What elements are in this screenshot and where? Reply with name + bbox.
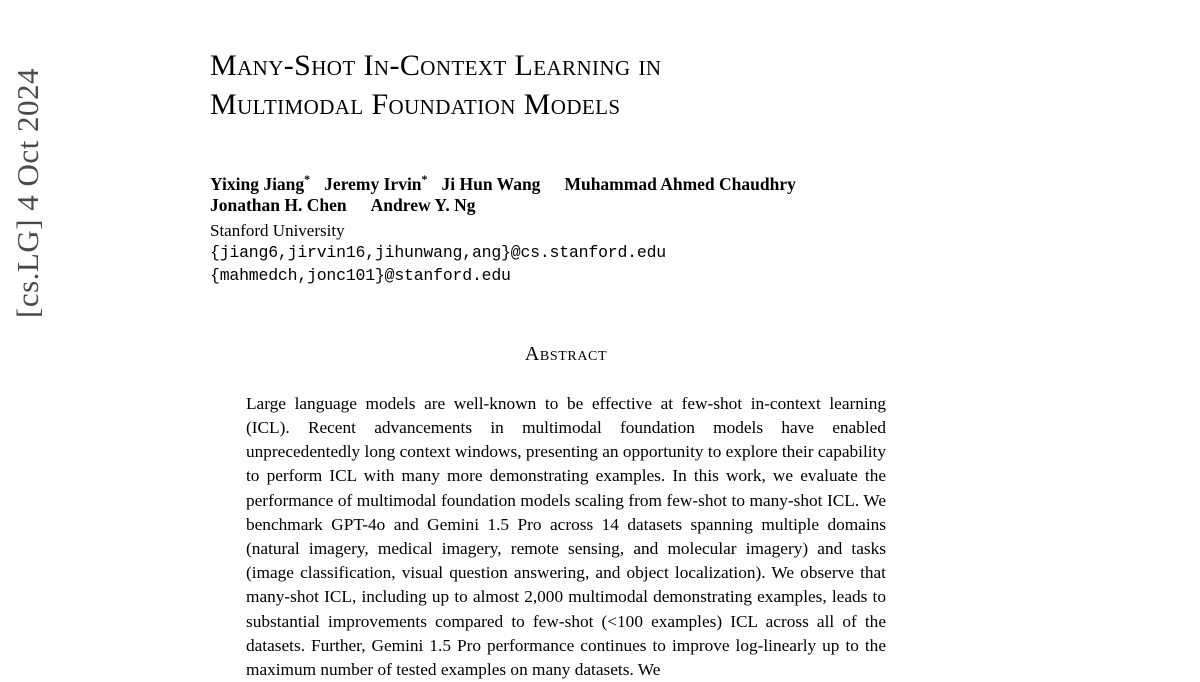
author-name: Jeremy Irvin	[324, 173, 422, 194]
author-name: Yixing Jiang	[210, 173, 305, 194]
title-line-2: Multimodal Foundation Models	[210, 88, 621, 121]
author-name: Muhammad Ahmed Chaudhry	[564, 173, 796, 194]
author-row-1	[210, 169, 922, 195]
author-footnote-marker: *	[421, 172, 428, 186]
email-line-1: {jiang6,jirvin16,jihunwang,ang}@cs.stanford.edu	[210, 242, 666, 262]
author-list	[210, 169, 922, 216]
page-title	[210, 46, 922, 124]
abstract-text: Large language models are well-known to be effective at few-shot in-context learning (ICL). Recent advancements in multimodal foundation models have enabled unprecedentedly long context windows, presenting an opportunity to explore their capability to perform ICL with many more demonstrating examples. In this work, we evaluate the performance of multimodal foundation models scaling from few-shot to many-shot ICL. We benchmark GPT-4o and Gemini 1.5 Pro across 14 datasets spanning multiple domains (natural imagery, medical imagery, remote sensing, and molecular imagery) and tasks (image classification, visual question answering, and object localization). We observe that many-shot ICL, including up to almost 2,000 multimodal demonstrating examples, leads to substantial improvements compared to few-shot (<100 examples) ICL across all of the datasets. Further, Gemini 1.5 Pro performance continues to improve log-linearly up to the maximum number of tested examples on many datasets. We	[246, 393, 886, 680]
author-name: Andrew Y. Ng	[370, 194, 476, 215]
affiliation: Stanford University	[210, 220, 345, 240]
arxiv-identifier-stamp: [cs.LG] 4 Oct 2024	[10, 67, 45, 318]
abstract-heading: Abstract	[524, 342, 608, 365]
author-footnote-marker: *	[304, 172, 311, 186]
author-row-2	[210, 195, 922, 216]
title-line-1: Many-Shot In-Context Learning in	[210, 49, 662, 82]
author-name: Jonathan H. Chen	[210, 194, 347, 215]
email-line-2: {mahmedch,jonc101}@stanford.edu	[210, 265, 511, 285]
paper-page	[210, 0, 922, 680]
author-name: Ji Hun Wang	[441, 173, 541, 194]
